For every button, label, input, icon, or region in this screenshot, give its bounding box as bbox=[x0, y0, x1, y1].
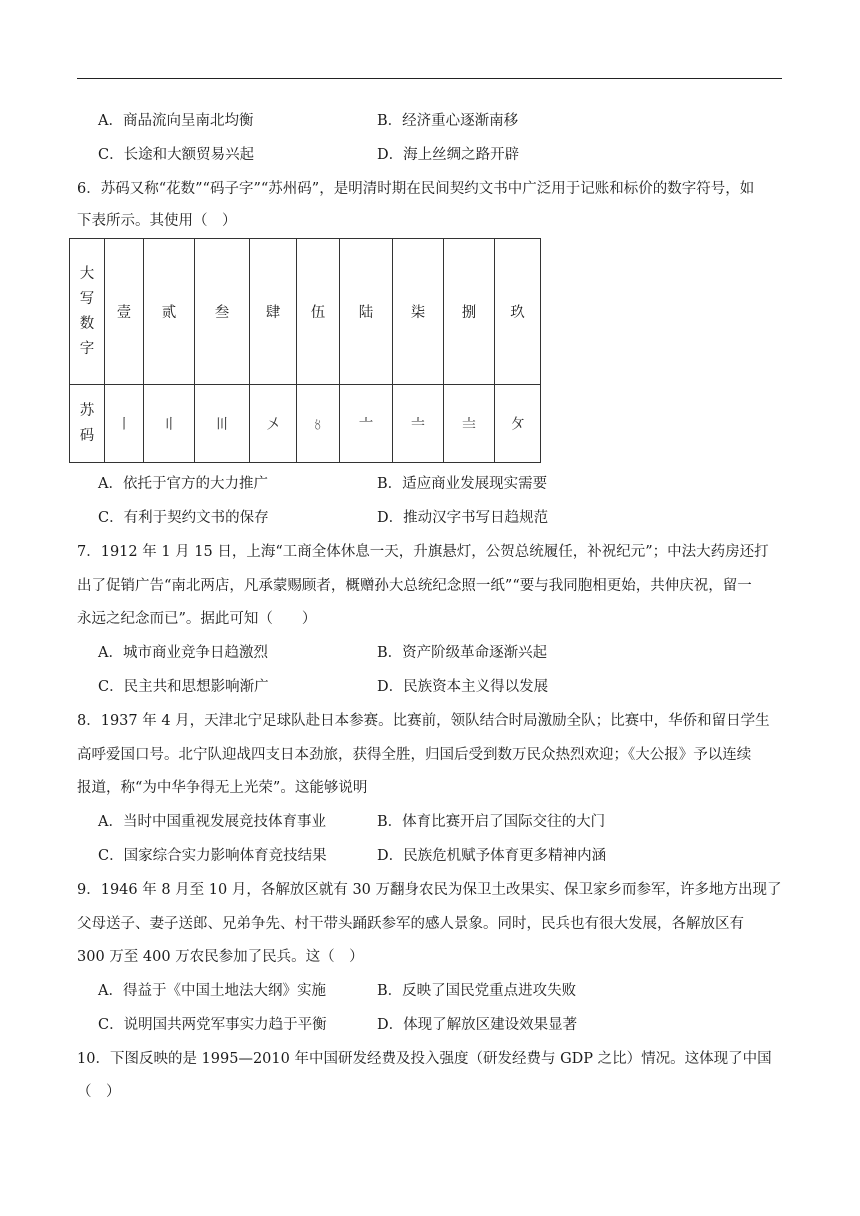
q6-option-c[interactable]: C．有利于契约文书的保存 bbox=[98, 510, 269, 526]
row-header-char: 大 bbox=[79, 265, 95, 282]
suzhou-numeral-glyph: 〨 bbox=[444, 385, 495, 463]
q10-stem-line1: 10．下图反映的是 1995—2010 年中国研发经费及投入强度（研发经费与 GDP 之比）情况。这体现了中国 bbox=[77, 1051, 772, 1067]
q9-option-c[interactable]: C．说明国共两党军事实力趋于平衡 bbox=[98, 1017, 327, 1033]
suzhou-numeral-table bbox=[69, 238, 541, 463]
q5-option-d[interactable]: D．海上丝绸之路开辟 bbox=[377, 147, 520, 163]
q9-option-d[interactable]: D．体现了解放区建设效果显著 bbox=[377, 1017, 578, 1033]
suzhou-numeral-glyph: 〣 bbox=[195, 385, 250, 463]
q9-stem-line3: 300 万至 400 万农民参加了民兵。这（ ） bbox=[77, 949, 364, 965]
header-rule bbox=[77, 78, 782, 79]
table-cell: 陆 bbox=[340, 239, 393, 385]
row-header-suma bbox=[70, 385, 105, 463]
q8-stem-line2: 高呼爱国口号。北宁队迎战四支日本劲旅，获得全胜，归国后受到数万民众热烈欢迎；《大公报》予以连续 bbox=[77, 747, 752, 763]
q5-option-a[interactable]: A．商品流向呈南北均衡 bbox=[98, 113, 254, 129]
q8-option-a[interactable]: A．当时中国重视发展竞技体育事业 bbox=[98, 814, 326, 830]
q6-stem-line1: 6．苏码又称“花数”“码子字”“苏州码”，是明清时期在民间契约文书中广泛用于记账和标价的数字符号，如 bbox=[77, 181, 755, 197]
q6-option-a[interactable]: A．依托于官方的大力推广 bbox=[98, 476, 268, 492]
row-header-char: 字 bbox=[79, 340, 95, 357]
table-cell: 伍 bbox=[297, 239, 340, 385]
suzhou-numeral-glyph: 〡 bbox=[105, 385, 144, 463]
table-cell: 捌 bbox=[444, 239, 495, 385]
table-cell: 肆 bbox=[250, 239, 297, 385]
q8-option-d[interactable]: D．民族危机赋予体育更多精神内涵 bbox=[377, 848, 607, 864]
q9-option-b[interactable]: B．反映了国民党重点进攻失败 bbox=[377, 983, 577, 999]
q7-option-c[interactable]: C．民主共和思想影响渐广 bbox=[98, 679, 269, 695]
table-cell: 叁 bbox=[195, 239, 250, 385]
q7-option-a[interactable]: A．城市商业竞争日趋激烈 bbox=[98, 645, 268, 661]
q9-option-a[interactable]: A．得益于《中国土地法大纲》实施 bbox=[98, 983, 326, 999]
q8-stem-line3: 报道，称“为中华争得无上光荣”。这能够说明 bbox=[77, 780, 368, 796]
q7-stem-line2: 出了促销广告“南北两店，凡承蒙赐顾者，概赠孙大总统纪念照一纸”“要与我同胞相更始，共伸庆祝，留一 bbox=[77, 578, 752, 594]
q7-option-d[interactable]: D．民族资本主义得以发展 bbox=[377, 679, 549, 695]
q7-option-b[interactable]: B．资产阶级革命逐渐兴起 bbox=[377, 645, 548, 661]
q9-stem-line2: 父母送子、妻子送郎、兄弟争先、村干带头踊跃参军的感人景象。同时，民兵也有很大发展，各解放区有 bbox=[77, 916, 744, 932]
row-header-daxie bbox=[70, 239, 105, 385]
q7-stem-line1: 7．1912 年 1 月 15 日，上海“工商全体休息一天，升旗悬灯，公贺总统履任，补祝纪元”；中法大药房还打 bbox=[77, 544, 769, 560]
table-cell: 贰 bbox=[144, 239, 195, 385]
q7-stem-line3: 永远之纪念而已”。据此可知（ ） bbox=[77, 611, 317, 627]
q6-option-d[interactable]: D．推动汉字书写日趋规范 bbox=[377, 510, 549, 526]
table-cell: 玖 bbox=[495, 239, 541, 385]
suzhou-numeral-glyph: 〦 bbox=[340, 385, 393, 463]
q6-stem-line2: 下表所示。其使用（ ） bbox=[77, 213, 237, 229]
row-header-char: 写 bbox=[79, 290, 95, 307]
suzhou-numeral-glyph: 〩 bbox=[495, 385, 541, 463]
q8-option-c[interactable]: C．国家综合实力影响体育竞技结果 bbox=[98, 848, 327, 864]
suzhou-numeral-glyph: 〧 bbox=[393, 385, 444, 463]
q6-option-b[interactable]: B．适应商业发展现实需要 bbox=[377, 476, 548, 492]
table-row-chinese-numerals bbox=[70, 239, 541, 385]
row-header-char: 数 bbox=[79, 315, 95, 332]
q5-option-b[interactable]: B．经济重心逐渐南移 bbox=[377, 113, 519, 129]
suzhou-numeral-glyph: 〢 bbox=[144, 385, 195, 463]
table-row-suzhou-numerals bbox=[70, 385, 541, 463]
suzhou-numeral-glyph: 〤 bbox=[250, 385, 297, 463]
table-cell: 壹 bbox=[105, 239, 144, 385]
q8-stem-line1: 8．1937 年 4 月，天津北宁足球队赴日本参赛。比赛前，领队结合时局激励全队；比赛中，华侨和留日学生 bbox=[77, 713, 770, 729]
q5-option-c[interactable]: C．长途和大额贸易兴起 bbox=[98, 147, 255, 163]
q9-stem-line1: 9．1946 年 8 月至 10 月，各解放区就有 30 万翻身农民为保卫土改果实、保卫家乡而参军，许多地方出现了 bbox=[77, 882, 782, 898]
table-cell: 柒 bbox=[393, 239, 444, 385]
q8-option-b[interactable]: B．体育比赛开启了国际交往的大门 bbox=[377, 814, 606, 830]
q10-stem-line2: （ ） bbox=[77, 1084, 121, 1100]
row-header-char: 苏 bbox=[79, 402, 95, 419]
suzhou-numeral-glyph: 〥 bbox=[297, 385, 340, 463]
row-header-char: 码 bbox=[79, 427, 95, 444]
